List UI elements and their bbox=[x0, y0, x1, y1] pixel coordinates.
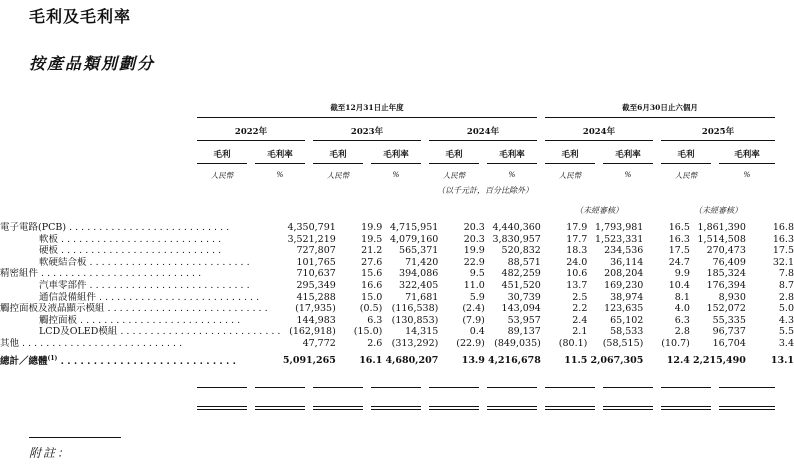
gross-profit-cell: 234,536 bbox=[604, 245, 644, 257]
unit-rmb: 人民幣 bbox=[210, 171, 234, 180]
year-rule bbox=[661, 140, 775, 141]
unit-percent: % bbox=[392, 170, 400, 179]
footnote-marker: (1) bbox=[47, 354, 58, 362]
row-label-text: 通信設備組件 bbox=[39, 291, 97, 303]
unit-rmb: 人民幣 bbox=[326, 171, 350, 180]
col-rule bbox=[603, 163, 653, 164]
col-header-gross-profit: 毛利 bbox=[677, 150, 695, 160]
row-label bbox=[0, 303, 280, 315]
total-top-rule bbox=[197, 387, 247, 388]
gross-margin-cell: 27.6 bbox=[361, 256, 383, 268]
table-row bbox=[0, 234, 794, 246]
row-label bbox=[0, 292, 280, 304]
leader-dots: . . . . . . . . . . . . . . . . . . . . . . . . . . . bbox=[96, 291, 260, 303]
gross-profit-cell: 415,288 bbox=[296, 291, 336, 303]
unit-rmb: 人民幣 bbox=[674, 171, 698, 180]
gross-profit-cell: (162,918) bbox=[289, 326, 336, 338]
leader-dots: . . . . . . . . . . . . . . . . . . . . . . . . . . . bbox=[77, 314, 241, 326]
gross-margin-cell: 19.9 bbox=[463, 245, 485, 257]
gross-margin-cell: 9.5 bbox=[469, 268, 485, 280]
gross-profit-cell: 2,067,305 bbox=[590, 354, 644, 366]
year-header: 2024年 bbox=[466, 127, 500, 137]
gross-profit-cell: 96,737 bbox=[712, 326, 746, 338]
footnote-rule bbox=[29, 437, 121, 438]
gross-profit-cell: 1,514,508 bbox=[697, 233, 746, 245]
six-month-group-rule bbox=[545, 117, 775, 118]
gross-profit-cell: 55,335 bbox=[712, 314, 746, 326]
gross-profit-cell: 3,521,219 bbox=[287, 233, 336, 245]
gross-profit-cell: 47,772 bbox=[302, 337, 336, 349]
annual-group-rule bbox=[197, 117, 537, 118]
gross-profit-cell: 169,230 bbox=[604, 279, 644, 291]
gross-profit-table bbox=[0, 222, 794, 372]
gross-margin-cell: 13.1 bbox=[770, 354, 794, 366]
gross-profit-cell: 1,523,331 bbox=[595, 233, 644, 245]
total-top-rule bbox=[429, 387, 479, 388]
gross-margin-cell: 8.1 bbox=[674, 291, 690, 303]
gross-margin-cell: 32.1 bbox=[772, 256, 794, 268]
leader-dots: . . . . . . . . . . . . . . . . . . . . . . . . . . . bbox=[58, 233, 222, 245]
col-header-gross-margin: 毛利率 bbox=[499, 150, 525, 160]
gross-margin-cell: 15.0 bbox=[361, 291, 383, 303]
gross-margin-cell: 9.9 bbox=[674, 268, 690, 280]
total-double-rule bbox=[371, 406, 421, 410]
row-label bbox=[0, 280, 280, 292]
total-top-rule bbox=[661, 387, 711, 388]
gross-margin-cell: 16.1 bbox=[359, 354, 383, 366]
gross-profit-cell: 58,533 bbox=[610, 326, 644, 338]
total-top-rule bbox=[545, 387, 595, 388]
row-label-text: 觸控面板 bbox=[39, 314, 78, 326]
gross-profit-cell: 520,832 bbox=[501, 245, 541, 257]
gross-profit-cell: 4,715,951 bbox=[389, 222, 439, 233]
year-header: 2023年 bbox=[350, 127, 384, 137]
col-rule bbox=[719, 163, 775, 164]
gross-margin-cell: 16.3 bbox=[668, 233, 690, 245]
gross-profit-cell: 152,072 bbox=[706, 303, 746, 315]
col-header-gross-profit: 毛利 bbox=[445, 150, 463, 160]
leader-dots: . . . . . . . . . . . . . . . . . . . . . . . . . . . bbox=[66, 222, 230, 233]
col-header-gross-margin: 毛利率 bbox=[615, 150, 641, 160]
gross-margin-cell: 2.2 bbox=[572, 303, 588, 315]
row-label-text: 精密組件 bbox=[0, 268, 39, 280]
total-double-rule bbox=[429, 406, 479, 410]
gross-profit-cell: 143,094 bbox=[501, 303, 541, 315]
gross-profit-cell: 8,930 bbox=[718, 291, 746, 303]
total-top-rule bbox=[255, 387, 305, 388]
gross-profit-cell: 14,315 bbox=[405, 326, 439, 338]
year-header: 2025年 bbox=[701, 127, 735, 137]
col-rule bbox=[429, 163, 479, 164]
leader-dots: . . . . . . . . . . . . . . . . . . . . . . . . . . . bbox=[86, 256, 250, 268]
gross-profit-cell: 394,086 bbox=[399, 268, 439, 280]
total-double-rule bbox=[313, 406, 363, 410]
gross-profit-cell: 4,216,678 bbox=[487, 354, 541, 366]
row-label bbox=[0, 222, 280, 234]
table-row bbox=[0, 280, 794, 292]
gross-profit-cell: 482,259 bbox=[501, 268, 541, 280]
section-subtitle: 按產品類別劃分 bbox=[29, 54, 156, 73]
gross-profit-cell: (130,853) bbox=[391, 314, 439, 326]
gross-margin-cell: (15.0) bbox=[353, 326, 383, 338]
col-header-gross-profit: 毛利 bbox=[329, 150, 347, 160]
gross-profit-cell: 1,793,981 bbox=[595, 222, 644, 233]
gross-profit-cell: 2,215,490 bbox=[692, 354, 746, 366]
gross-margin-cell: 20.3 bbox=[463, 222, 485, 233]
col-rule bbox=[255, 163, 305, 164]
page-title: 毛利及毛利率 bbox=[29, 7, 132, 26]
gross-profit-cell: 710,637 bbox=[296, 268, 336, 280]
gross-profit-cell: (58,515) bbox=[602, 337, 644, 349]
col-header-gross-margin: 毛利率 bbox=[267, 150, 293, 160]
gross-margin-cell: 17.5 bbox=[668, 245, 690, 257]
leader-dots: . . . . . . . . . . . . . . . . . . . . . . . . . . . bbox=[38, 268, 202, 280]
gross-profit-cell: 71,420 bbox=[405, 256, 439, 268]
unit-percent: % bbox=[508, 170, 516, 179]
row-label bbox=[0, 326, 280, 338]
total-top-rule bbox=[603, 387, 653, 388]
col-header-gross-margin: 毛利率 bbox=[734, 150, 760, 160]
gross-margin-cell: 10.6 bbox=[566, 268, 588, 280]
gross-margin-cell: 11.0 bbox=[463, 279, 485, 291]
row-label bbox=[0, 350, 280, 372]
table-row bbox=[0, 292, 794, 304]
table-row bbox=[0, 303, 794, 315]
gross-margin-cell: 2.8 bbox=[674, 326, 690, 338]
gross-margin-cell: (7.9) bbox=[462, 314, 485, 326]
col-rule bbox=[371, 163, 421, 164]
total-top-rule bbox=[313, 387, 363, 388]
gross-margin-cell: 17.7 bbox=[566, 233, 588, 245]
gross-profit-cell: 101,765 bbox=[296, 256, 336, 268]
gross-profit-cell: 144,983 bbox=[296, 314, 336, 326]
unit-rmb: 人民幣 bbox=[442, 171, 466, 180]
gross-margin-cell: 22.9 bbox=[463, 256, 485, 268]
gross-margin-cell: 18.3 bbox=[566, 245, 588, 257]
col-rule bbox=[197, 163, 247, 164]
leader-dots: . . . . . . . . . . . . . . . . . . . . . . . . . . . bbox=[58, 245, 222, 257]
col-rule bbox=[661, 163, 711, 164]
row-label-text: 汽車零部件 bbox=[39, 279, 87, 291]
gross-margin-cell: 5.9 bbox=[469, 291, 485, 303]
col-header-gross-profit: 毛利 bbox=[213, 150, 231, 160]
gross-margin-cell: 2.5 bbox=[572, 291, 588, 303]
gross-margin-cell: 21.2 bbox=[361, 245, 383, 257]
total-double-rule bbox=[545, 406, 595, 410]
gross-profit-cell: 4,350,791 bbox=[287, 222, 336, 233]
table-row bbox=[0, 245, 794, 257]
gross-profit-cell: 176,394 bbox=[706, 279, 746, 291]
leader-dots: . . . . . . . . . . . . . . . . . . . . . . . . . . . bbox=[57, 356, 236, 368]
gross-margin-cell: 24.7 bbox=[668, 256, 690, 268]
row-label bbox=[0, 234, 280, 246]
year-rule bbox=[313, 140, 421, 141]
gross-margin-cell: 3.4 bbox=[778, 337, 794, 349]
unit-percent: % bbox=[276, 170, 284, 179]
gross-profit-cell: 208,204 bbox=[604, 268, 644, 280]
row-label-text: 觸控面板及液晶顯示模組 bbox=[0, 303, 105, 315]
gross-profit-cell: 30,739 bbox=[507, 291, 541, 303]
gross-profit-cell: 36,114 bbox=[610, 256, 644, 268]
total-top-rule bbox=[371, 387, 421, 388]
col-rule bbox=[313, 163, 363, 164]
gross-profit-cell: 53,957 bbox=[507, 314, 541, 326]
gross-margin-cell: 19.5 bbox=[361, 233, 383, 245]
col-rule bbox=[545, 163, 595, 164]
gross-profit-cell: 3,830,957 bbox=[492, 233, 541, 245]
row-label bbox=[0, 257, 280, 269]
gross-profit-cell: 4,079,160 bbox=[389, 233, 439, 245]
year-header: 2022年 bbox=[234, 127, 268, 137]
gross-profit-cell: 16,704 bbox=[712, 337, 746, 349]
gross-profit-cell: 5,091,265 bbox=[282, 354, 336, 366]
gross-profit-cell: (849,035) bbox=[494, 337, 541, 349]
total-top-rule bbox=[487, 387, 537, 388]
unit-percent: % bbox=[743, 170, 751, 179]
table-row bbox=[0, 326, 794, 338]
total-top-rule bbox=[719, 387, 775, 388]
unit-rmb: 人民幣 bbox=[558, 171, 582, 180]
unit-note: （以千元計，百分比除外） bbox=[437, 186, 533, 195]
gross-margin-cell: 5.5 bbox=[778, 326, 794, 338]
table-row bbox=[0, 257, 794, 269]
gross-profit-cell: 38,974 bbox=[610, 291, 644, 303]
row-label-text: 其他 bbox=[0, 337, 20, 349]
total-double-rule bbox=[197, 406, 247, 410]
gross-profit-cell: 185,324 bbox=[706, 268, 746, 280]
row-label-text: 硬板 bbox=[39, 245, 59, 257]
gross-profit-cell: 727,807 bbox=[296, 245, 336, 257]
gross-profit-cell: (116,538) bbox=[391, 303, 439, 315]
row-label-text: 軟硬結合板 bbox=[39, 256, 87, 268]
gross-margin-cell: 15.6 bbox=[361, 268, 383, 280]
gross-margin-cell: 6.3 bbox=[674, 314, 690, 326]
gross-margin-cell: (2.4) bbox=[462, 303, 485, 315]
gross-margin-cell: 24.0 bbox=[566, 256, 588, 268]
table-row bbox=[0, 315, 794, 327]
gross-margin-cell: 17.5 bbox=[772, 245, 794, 257]
gross-margin-cell: 4.0 bbox=[674, 303, 690, 315]
gross-margin-cell: 5.0 bbox=[778, 303, 794, 315]
row-label bbox=[0, 315, 280, 327]
total-double-rule bbox=[603, 406, 653, 410]
year-rule bbox=[197, 140, 305, 141]
table-row bbox=[0, 338, 794, 350]
gross-margin-cell: 16.8 bbox=[772, 222, 794, 233]
six-month-group-header: 截至6月30日止六個月 bbox=[622, 103, 698, 112]
gross-margin-cell: 0.4 bbox=[469, 326, 485, 338]
total-double-rule bbox=[719, 406, 775, 410]
table-row bbox=[0, 222, 794, 234]
gross-margin-cell: 6.3 bbox=[367, 314, 383, 326]
gross-margin-cell: 4.3 bbox=[778, 314, 794, 326]
unit-percent: % bbox=[624, 170, 632, 179]
gross-margin-cell: (10.7) bbox=[661, 337, 690, 349]
gross-profit-cell: (17,935) bbox=[295, 303, 336, 315]
leader-dots: . . . . . . . . . . . . . . . . . . . . . . . . . . . bbox=[117, 326, 281, 338]
annual-group-header: 截至12月31日止年度 bbox=[330, 103, 404, 112]
leader-dots: . . . . . . . . . . . . . . . . . . . . . . . . . . . bbox=[104, 303, 268, 315]
gross-margin-cell: 2.4 bbox=[572, 314, 588, 326]
year-header: 2024年 bbox=[582, 127, 616, 137]
year-rule bbox=[429, 140, 537, 141]
gross-margin-cell: (0.5) bbox=[359, 303, 383, 315]
row-label-text: 總計／總體 bbox=[0, 356, 48, 368]
gross-margin-cell: 19.9 bbox=[361, 222, 383, 233]
col-header-gross-profit: 毛利 bbox=[561, 150, 579, 160]
gross-margin-cell: 13.7 bbox=[566, 279, 588, 291]
gross-profit-cell: 89,137 bbox=[507, 326, 541, 338]
row-label bbox=[0, 338, 280, 350]
gross-margin-cell: 7.8 bbox=[778, 268, 794, 280]
gross-margin-cell: 2.1 bbox=[572, 326, 588, 338]
leader-dots: . . . . . . . . . . . . . . . . . . . . . . . . . . . bbox=[86, 279, 250, 291]
year-rule bbox=[545, 140, 653, 141]
gross-profit-cell: 71,681 bbox=[405, 291, 439, 303]
gross-profit-cell: 4,440,360 bbox=[492, 222, 541, 233]
gross-profit-cell: 451,520 bbox=[501, 279, 541, 291]
gross-margin-cell: 16.6 bbox=[361, 279, 383, 291]
row-label-text: 軟板 bbox=[39, 233, 59, 245]
row-label bbox=[0, 245, 280, 257]
gross-profit-cell: 123,635 bbox=[604, 303, 644, 315]
gross-margin-cell: (80.1) bbox=[558, 337, 588, 349]
total-row bbox=[0, 350, 794, 372]
gross-margin-cell: 2.8 bbox=[778, 291, 794, 303]
gross-margin-cell: 17.9 bbox=[566, 222, 588, 233]
col-header-gross-margin: 毛利率 bbox=[383, 150, 409, 160]
gross-profit-cell: (313,292) bbox=[391, 337, 439, 349]
gross-profit-cell: 65,102 bbox=[610, 314, 644, 326]
gross-profit-cell: 322,405 bbox=[399, 279, 439, 291]
unaudited-note: （未經審核） bbox=[575, 206, 623, 215]
gross-margin-cell: 10.4 bbox=[668, 279, 690, 291]
gross-profit-cell: 270,473 bbox=[706, 245, 746, 257]
footnote-title: 附註： bbox=[29, 446, 72, 460]
gross-profit-cell: 4,680,207 bbox=[385, 354, 439, 366]
total-double-rule bbox=[487, 406, 537, 410]
gross-profit-cell: 295,349 bbox=[296, 279, 336, 291]
leader-dots: . . . . . . . . . . . . . . . . . . . . . . . . . . . bbox=[19, 337, 183, 349]
row-label-text: 電子電路(PCB) bbox=[0, 222, 67, 233]
row-label-text: LCD及OLED模組 bbox=[39, 326, 118, 338]
gross-profit-cell: 88,571 bbox=[507, 256, 541, 268]
unaudited-note: （未經審核） bbox=[694, 206, 742, 215]
gross-profit-cell: 1,861,390 bbox=[697, 222, 746, 233]
gross-margin-cell: (22.9) bbox=[456, 337, 485, 349]
col-rule bbox=[487, 163, 537, 164]
table-row bbox=[0, 268, 794, 280]
gross-margin-cell: 2.6 bbox=[367, 337, 383, 349]
gross-margin-cell: 8.7 bbox=[778, 279, 794, 291]
gross-profit-cell: 565,371 bbox=[399, 245, 439, 257]
row-label bbox=[0, 268, 280, 280]
gross-margin-cell: 16.3 bbox=[772, 233, 794, 245]
total-double-rule bbox=[255, 406, 305, 410]
gross-profit-cell: 76,409 bbox=[712, 256, 746, 268]
gross-margin-cell: 20.3 bbox=[463, 233, 485, 245]
gross-margin-cell: 12.4 bbox=[666, 354, 690, 366]
total-double-rule bbox=[661, 406, 711, 410]
gross-margin-cell: 11.5 bbox=[564, 354, 588, 366]
gross-margin-cell: 16.5 bbox=[668, 222, 690, 233]
gross-margin-cell: 13.9 bbox=[461, 354, 485, 366]
